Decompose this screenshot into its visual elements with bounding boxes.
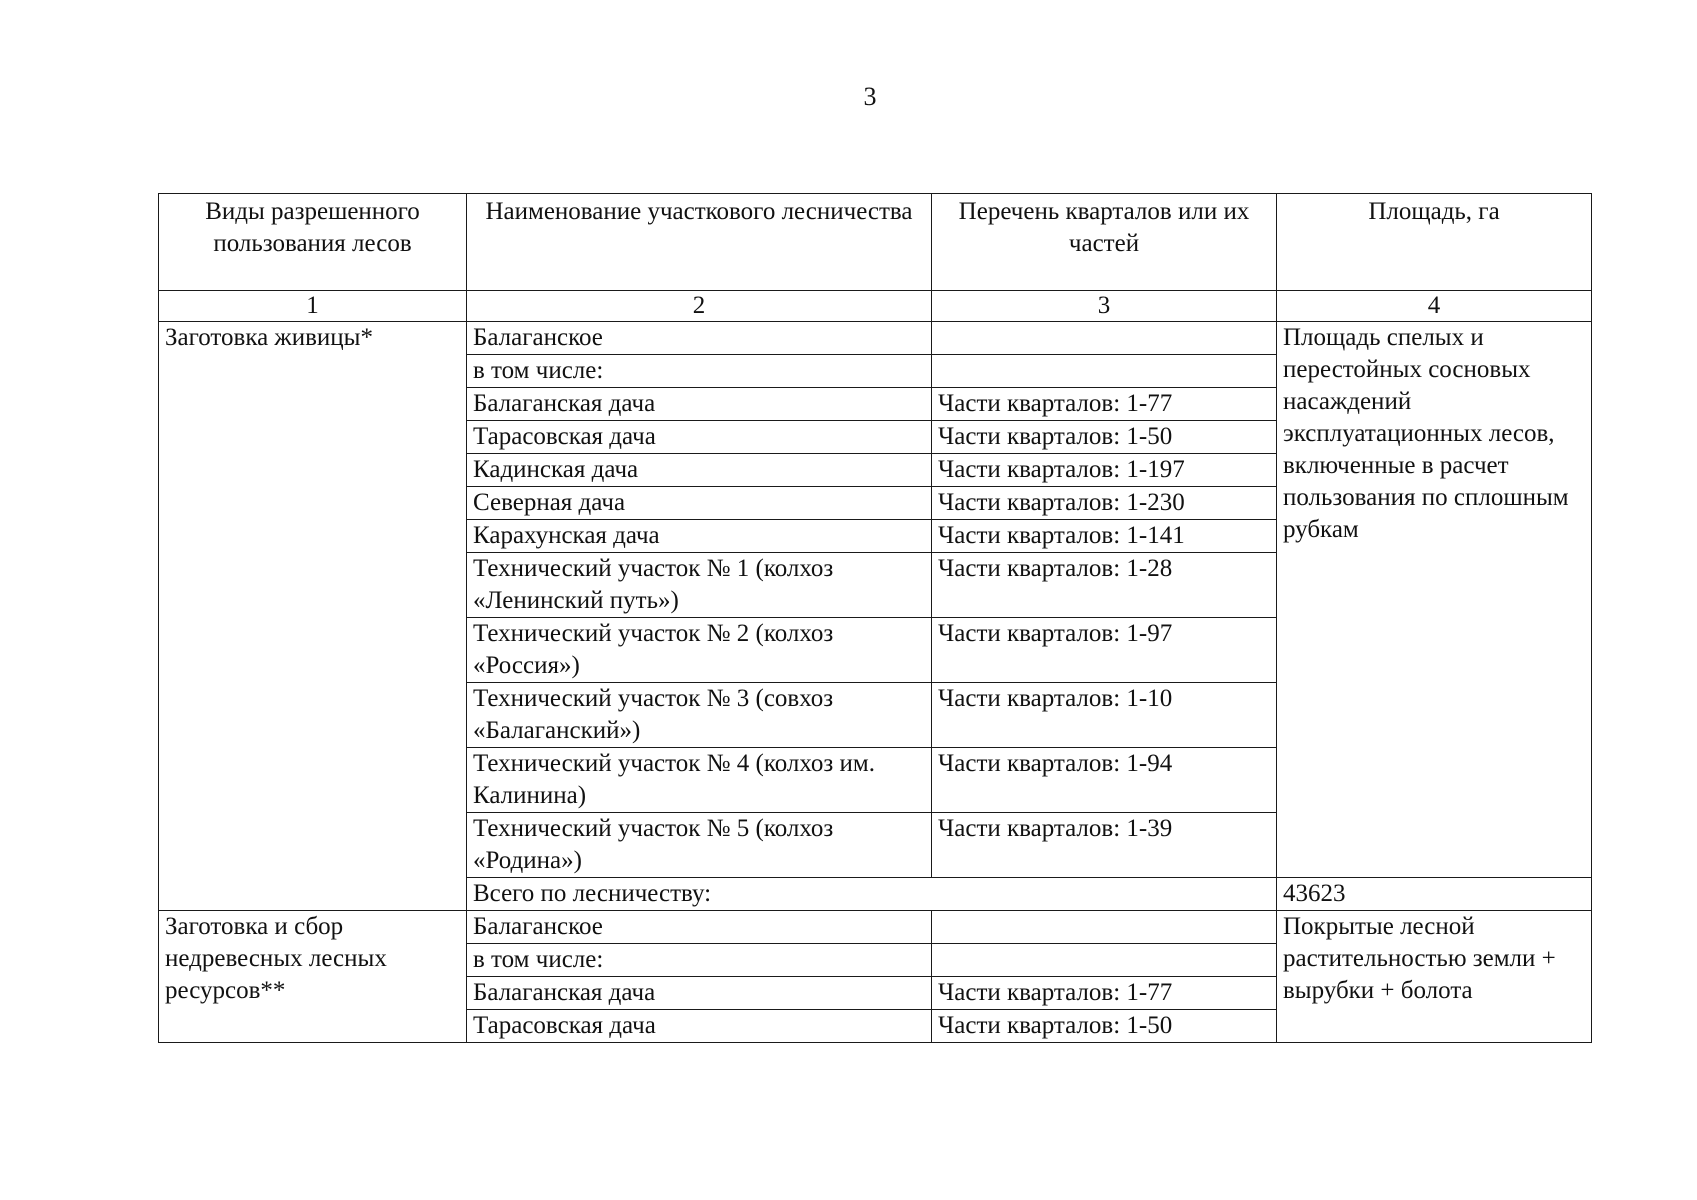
column-number: 3	[932, 291, 1277, 322]
forest-use-table	[158, 193, 1592, 1043]
quarters-cell: Части кварталов: 1-94	[932, 748, 1277, 813]
forestry-name-cell: Технический участок № 1 (колхоз «Ленинский путь»)	[467, 553, 932, 618]
quarters-cell	[932, 322, 1277, 355]
forestry-name-cell: Балаганское	[467, 322, 932, 355]
forestry-name-cell: Тарасовская дача	[467, 1010, 932, 1043]
quarters-cell	[932, 911, 1277, 944]
quarters-cell: Части кварталов: 1-10	[932, 683, 1277, 748]
forestry-name-cell: Балаганское	[467, 911, 932, 944]
header-quarters-list: Перечень кварталов или их частей	[932, 194, 1277, 291]
column-number: 4	[1277, 291, 1592, 322]
quarters-cell: Части кварталов: 1-97	[932, 618, 1277, 683]
quarters-cell: Части кварталов: 1-77	[932, 388, 1277, 421]
quarters-cell	[932, 355, 1277, 388]
quarters-cell: Части кварталов: 1-28	[932, 553, 1277, 618]
quarters-cell: Части кварталов: 1-39	[932, 813, 1277, 878]
header-area: Площадь, га	[1277, 194, 1592, 291]
use-type-cell: Заготовка и сбор недревесных лесных ресурсов**	[159, 911, 467, 1043]
column-number: 2	[467, 291, 932, 322]
forestry-name-cell: Технический участок № 2 (колхоз «Россия»)	[467, 618, 932, 683]
quarters-cell: Части кварталов: 1-230	[932, 487, 1277, 520]
forestry-name-cell: Тарасовская дача	[467, 421, 932, 454]
total-value: 43623	[1277, 878, 1592, 911]
forestry-name-cell: Карахунская дача	[467, 520, 932, 553]
table-row	[159, 911, 1592, 944]
forestry-name-cell: Технический участок № 4 (колхоз им. Калинина)	[467, 748, 932, 813]
page-number: 3	[863, 82, 877, 111]
header-forestry-name: Наименование участкового лесничества	[467, 194, 932, 291]
quarters-cell: Части кварталов: 1-77	[932, 977, 1277, 1010]
table-header-row	[159, 194, 1592, 291]
forestry-name-cell: в том числе:	[467, 944, 932, 977]
column-number: 1	[159, 291, 467, 322]
forestry-name-cell: Северная дача	[467, 487, 932, 520]
forestry-name-cell: в том числе:	[467, 355, 932, 388]
quarters-cell: Части кварталов: 1-50	[932, 1010, 1277, 1043]
column-number-row	[159, 291, 1592, 322]
quarters-cell: Части кварталов: 1-50	[932, 421, 1277, 454]
forestry-name-cell: Балаганская дача	[467, 977, 932, 1010]
quarters-cell: Части кварталов: 1-197	[932, 454, 1277, 487]
use-type-cell: Заготовка живицы*	[159, 322, 467, 911]
quarters-cell	[932, 944, 1277, 977]
forestry-name-cell: Балаганская дача	[467, 388, 932, 421]
header-use-type: Виды разрешенного пользования лесов	[159, 194, 467, 291]
forestry-name-cell: Технический участок № 3 (совхоз «Балаганский»)	[467, 683, 932, 748]
quarters-cell: Части кварталов: 1-141	[932, 520, 1277, 553]
area-description-cell: Покрытые лесной растительностью земли + вырубки + болота	[1277, 911, 1592, 1043]
total-label: Всего по лесничеству:	[467, 878, 1277, 911]
table-row	[159, 322, 1592, 355]
forestry-name-cell: Кадинская дача	[467, 454, 932, 487]
forestry-name-cell: Технический участок № 5 (колхоз «Родина»)	[467, 813, 932, 878]
area-description-cell: Площадь спелых и перестойных сосновых насаждений эксплуатационных лесов, включенные в расчет пользования по сплошным рубкам	[1277, 322, 1592, 878]
